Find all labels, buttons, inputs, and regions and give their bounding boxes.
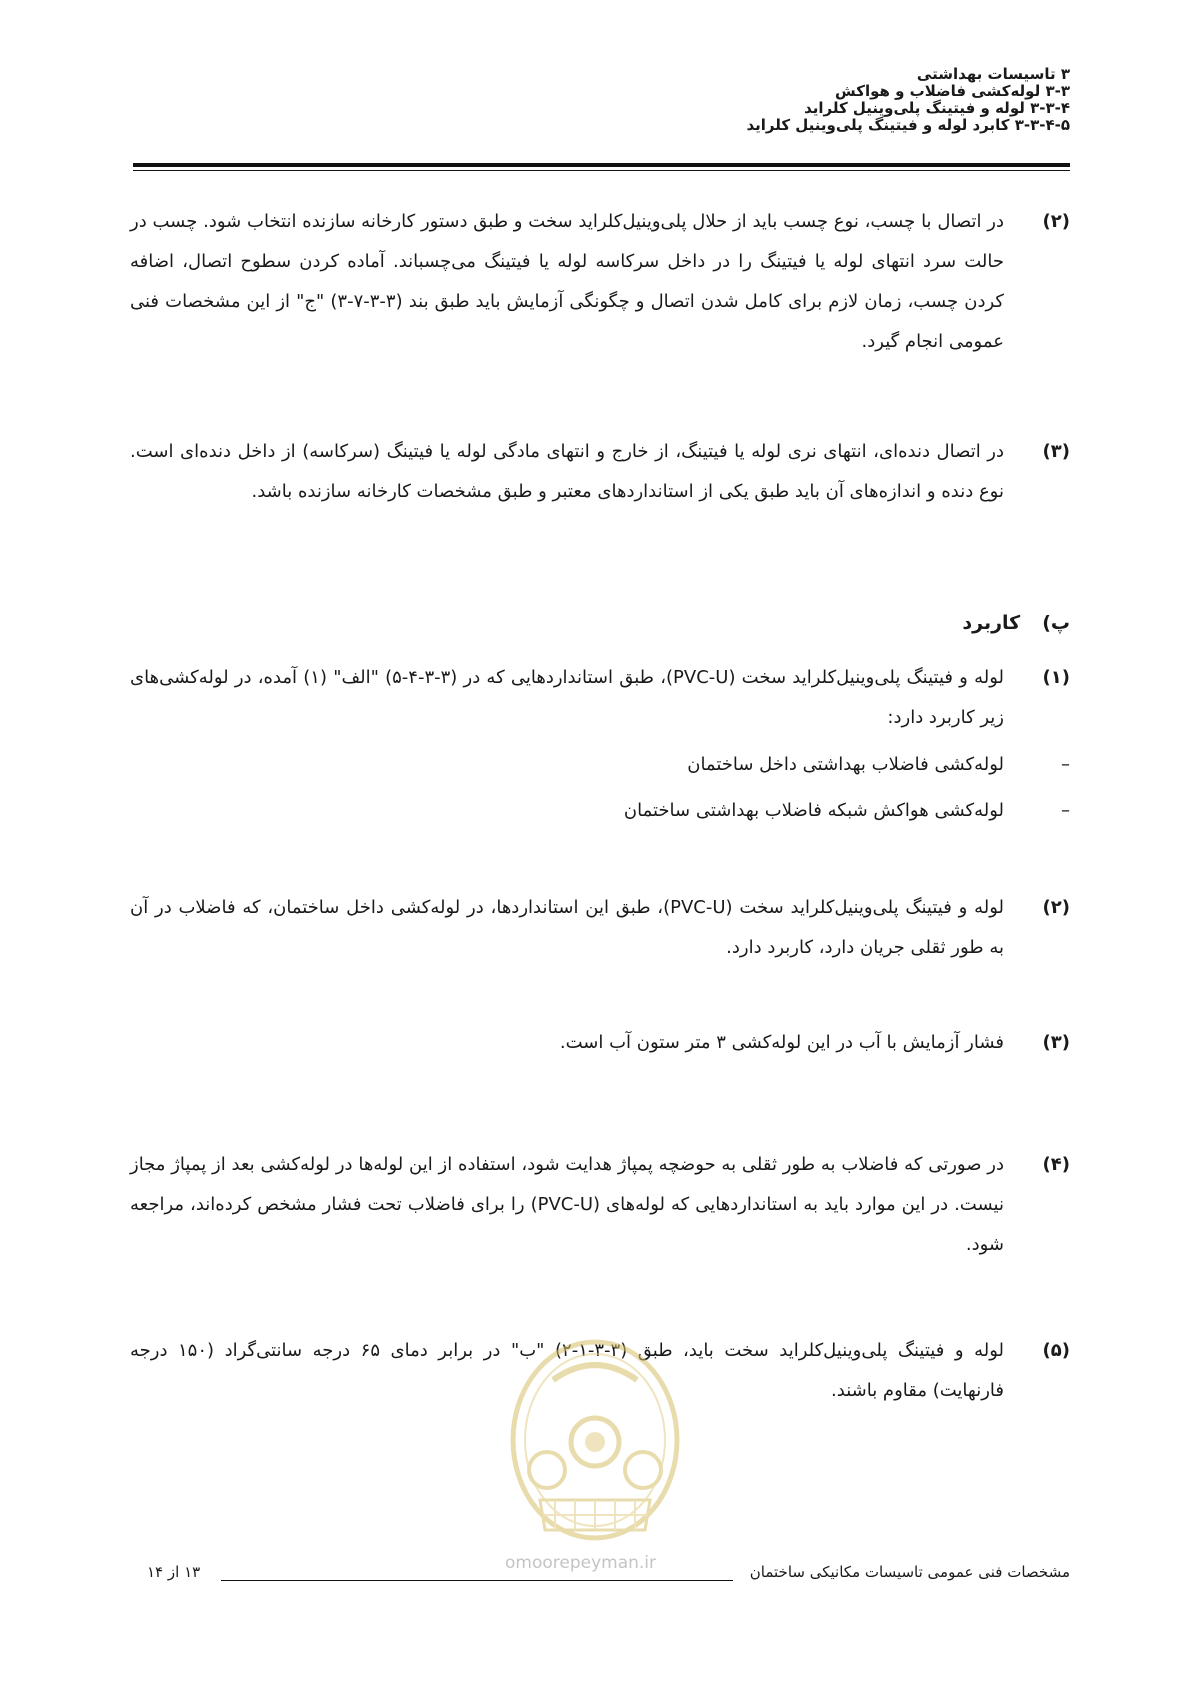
footer-rule [221,1580,733,1581]
bullet-text: لوله‌کشی فاضلاب بهداشتی داخل ساختمان [687,754,1004,775]
item-number: (۳) [1042,1032,1070,1053]
page-footer [133,1563,1070,1587]
page-header [130,66,1070,134]
item-text: در اتصال با چسب، نوع چسب باید از حلال پلی‌وینیل‌کلراید سخت و طبق دستور کارخانه سازنده انتخاب شود. چسب در حالت سرد انتهای لوله یا فیتینگ را در داخل سرکاسه لوله یا فیتینگ می‌چسباند. آماده کردن سطوح اتصال، اضافه کردن چسب، زمان لازم برای کامل شدن اتصال و چگونگی آزمایش باید طبق بند (۳-۳-۷-۳) "ج" از این مشخصات فنی عمومی انجام گیرد. [130,211,1004,352]
footer-title: مشخصات فنی عمومی تاسیسات مکانیکی ساختمان [749,1563,1070,1581]
paragraph-item [130,1023,1070,1063]
item-text: فشار آزمایش با آب در این لوله‌کشی ۳ متر ستون آب است. [559,1032,1004,1053]
item-number: (۴) [1042,1154,1070,1175]
bullet-dash: – [1061,800,1070,821]
header-chapter: ۳ تاسیسات بهداشتی [916,65,1070,83]
page-number: ۱۳ از ۱۴ [147,1563,201,1581]
watermark-logo [495,1330,695,1590]
item-text: در صورتی که فاضلاب به طور ثقلی به حوضچه پمپاژ هدایت شود، استفاده از این لوله‌ها در لوله‌کشی بعد از پمپاژ مجاز نیست. در این موارد باید به استانداردهایی که لوله‌های (PVC-U) را برای فاضلاب تحت فشار مشخص کرده‌اند، مراجعه شود. [130,1154,1004,1255]
item-text: لوله و فیتینگ پلی‌وینیل‌کلراید سخت (PVC-U)، طبق این استانداردها، در لوله‌کشی داخل ساختمان، که فاضلاب در آن به طور ثقلی جریان دارد، کاربرد دارد. [130,897,1004,958]
bullet-dash: – [1061,754,1070,775]
item-number: (۱) [1042,667,1070,688]
section-heading [962,612,1070,634]
item-number: (۲) [1042,897,1070,918]
bullet-item [624,796,1070,826]
item-text: لوله و فیتینگ پلی‌وینیل‌کلراید سخت (PVC-U)، طبق استانداردهایی که در (۳-۳-۴-۵) "الف" (۱) آمده، در لوله‌کشی‌های زیر کاربرد دارد: [130,667,1004,728]
item-number: (۵) [1042,1340,1070,1361]
paragraph-item [130,1145,1070,1265]
header-rule-thin [133,170,1070,171]
header-topic: ۳-۳-۴-۵ کابرد لوله و فیتینگ پلی‌وینیل کلراید [746,116,1070,134]
paragraph-item [130,202,1070,362]
bullet-item [687,750,1070,780]
watermark-url: omoorepeyman.ir [505,1553,657,1573]
item-number: (۲) [1042,211,1070,232]
paragraph-item [130,432,1070,512]
section-title: کاربرد [962,612,1021,634]
header-subsection: ۳-۳-۴ لوله و فیتینگ پلی‌وینیل کلراید [804,99,1070,117]
item-text: لوله و فیتینگ پلی‌وینیل‌کلراید سخت باید، طبق (۳-۳-۱-۲) "ب" در برابر دمای ۶۵ درجه سانتی‌گراد (۱۵۰ درجه فارنهایت) مقاوم باشند. [130,1340,1004,1401]
paragraph-item [130,658,1070,738]
section-letter: پ) [1042,612,1070,634]
item-number: (۳) [1042,441,1070,462]
paragraph-item [130,888,1070,968]
bullet-text: لوله‌کشی هواکش شبکه فاضلاب بهداشتی ساختمان [623,800,1004,821]
header-rule-thick [133,163,1070,167]
header-section: ۳-۳ لوله‌کشی فاضلاب و هواکش [835,82,1070,100]
item-text: در اتصال دنده‌ای، انتهای نری لوله یا فیتینگ، از خارج و انتهای مادگی لوله یا فیتینگ (سرکاسه) از داخل دنده‌ای است. نوع دنده و اندازه‌های آن باید طبق یکی از استانداردهای معتبر و طبق مشخصات کارخانه سازنده باشد. [130,441,1004,502]
